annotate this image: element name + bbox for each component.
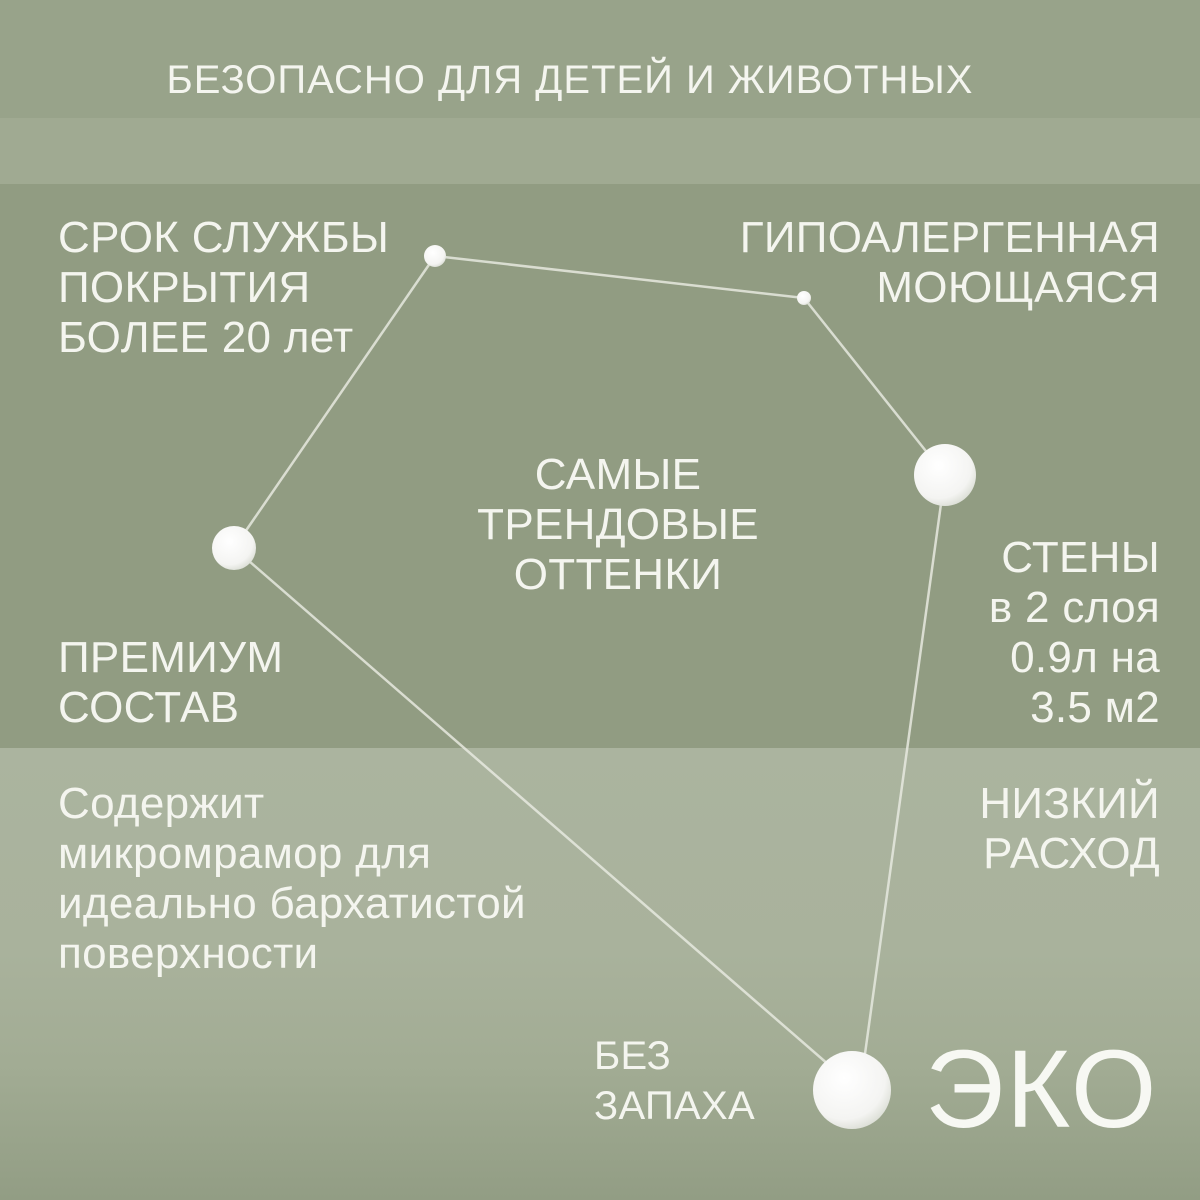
feature-line: РАСХОД (983, 829, 1160, 878)
feature-micromarble (58, 779, 526, 979)
feature-line: в 2 слоя (988, 583, 1160, 632)
connector-line (804, 298, 945, 475)
feature-line: БЕЗ (594, 1034, 672, 1078)
feature-line: ТРЕНДОВЫЕ (477, 500, 759, 549)
feature-line: 3.5 м2 (1030, 683, 1160, 732)
feature-line: идеально бархатистой (58, 879, 526, 928)
node-dot-small (424, 245, 446, 267)
safety-header: БЕЗОПАСНО ДЛЯ ДЕТЕЙ И ЖИВОТНЫХ (166, 58, 974, 102)
feature-line: поверхности (58, 929, 319, 978)
feature-line: СРОК СЛУЖБЫ (58, 213, 390, 262)
feature-line: БОЛЕЕ 20 лет (58, 313, 354, 362)
feature-line: ГИПОАЛЕРГЕННАЯ (739, 213, 1160, 262)
feature-line: ЗАПАХА (594, 1084, 755, 1128)
connector-line (860, 475, 945, 1090)
feature-line: НИЗКИЙ (979, 779, 1160, 828)
feature-line: ПРЕМИУМ (58, 633, 284, 682)
feature-line: ПОКРЫТИЯ (58, 263, 311, 312)
feature-line: Содержит (58, 779, 265, 828)
feature-hypoallergenic (740, 213, 1160, 313)
node-dot-large (914, 444, 976, 506)
feature-walls (989, 533, 1160, 733)
feature-premium (58, 633, 283, 733)
feature-lifespan (58, 213, 389, 363)
feature-no-odor (594, 1031, 755, 1131)
node-dot-xlarge (813, 1051, 891, 1129)
feature-low-consumption (979, 779, 1160, 879)
feature-line: СТЕНЫ (1001, 533, 1160, 582)
feature-line: 0.9л на (1010, 633, 1160, 682)
feature-line: СОСТАВ (58, 683, 240, 732)
feature-line: САМЫЕ (534, 450, 702, 499)
feature-trendy (468, 450, 768, 600)
feature-line: микромрамор для (58, 829, 432, 878)
feature-line: ОТТЕНКИ (513, 550, 723, 599)
feature-line: МОЮЩАЯСЯ (876, 263, 1160, 312)
eco-logo-text: ЭКО (925, 1028, 1159, 1151)
node-dot-medium (212, 526, 256, 570)
